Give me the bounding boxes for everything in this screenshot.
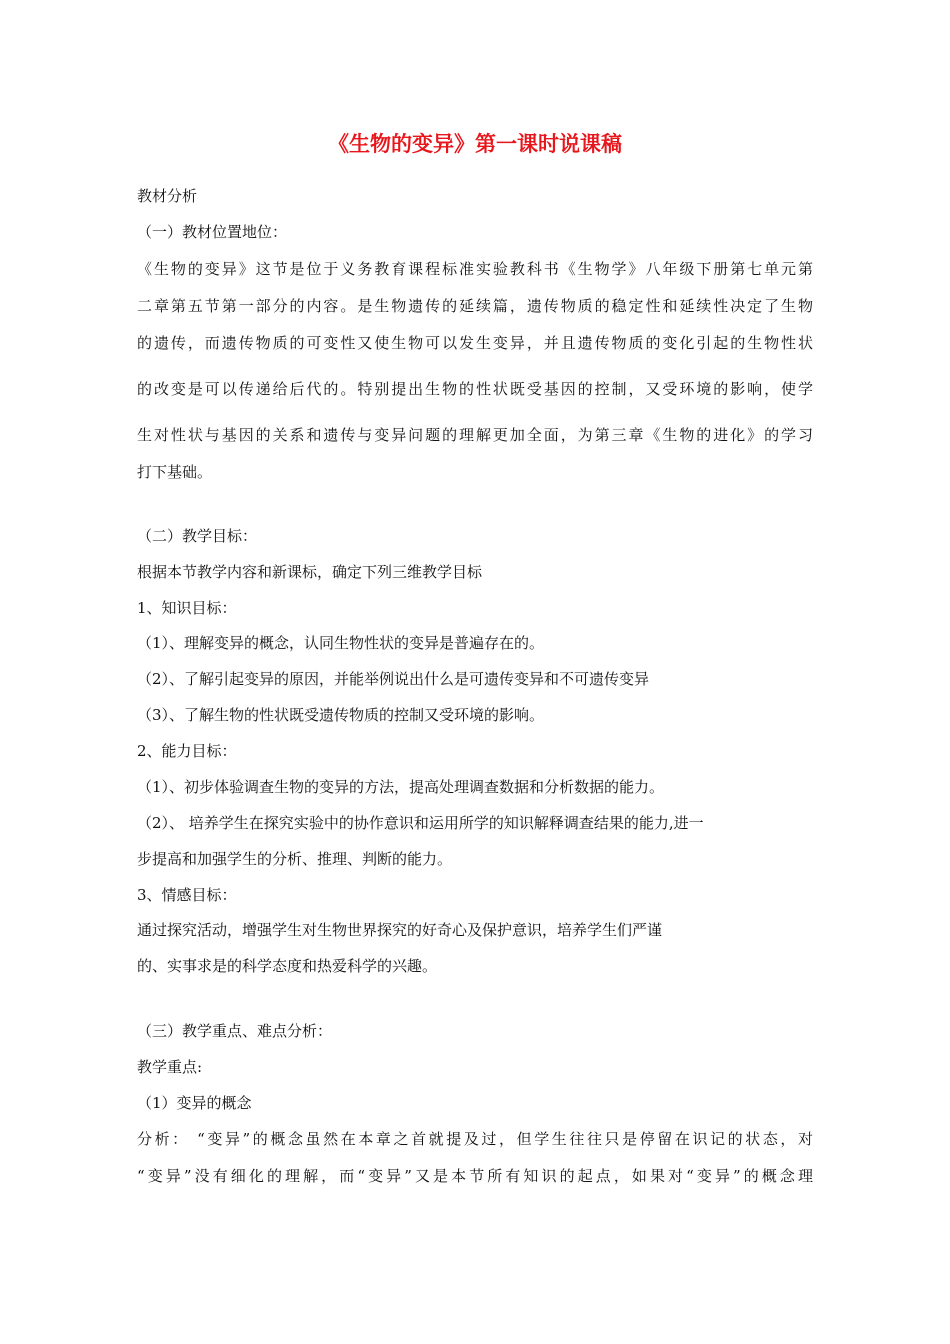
paragraph-line: 的遗传，而遗传物质的可变性又使生物可以发生变异，并且遗传物质的变化引起的生物性状 [137,334,813,352]
subsection-heading: （三）教学重点、难点分析： [137,1022,333,1040]
paragraph-line: 通过探究活动，增强学生对生物世界探究的好奇心及保护意识，培养学生们严谨 [137,921,663,939]
list-item: （1）、理解变异的概念，认同生物性状的变异是普遍存在的。 [137,634,545,652]
subsection-heading: （二）教学目标： [137,527,258,545]
paragraph-line: 《生物的变异》这节是位于义务教育课程标准实验教科书《生物学》八年级下册第七单元第 [137,260,813,278]
paragraph-line: 打下基础。 [137,463,213,481]
objective-heading: 3、情感目标： [137,886,237,904]
list-item: （2）、了解引起变异的原因，并能举例说出什么是可遗传变异和不可遗传变异 [137,670,650,688]
subheading: 教学重点: [137,1058,203,1076]
paragraph-line: 二章第五节第一部分的内容。是生物遗传的延续篇，遗传物质的稳定性和延续性决定了生物 [137,297,813,315]
list-item: （1）变异的概念 [137,1094,252,1112]
section-heading: 教材分析 [137,187,198,205]
objective-heading: 2、能力目标： [137,742,237,760]
paragraph-line: 分析： “变异”的概念虽然在本章之首就提及过，但学生往往只是停留在识记的状态，对 [137,1130,813,1148]
list-item: （2）、 培养学生在探究实验中的协作意识和运用所学的知识解释调查结果的能力,进一 [137,814,704,832]
paragraph-line: 根据本节教学内容和新课标，确定下列三维教学目标 [137,563,483,581]
document-title: 《生物的变异》第一课时说课稿 [328,132,622,156]
paragraph-line: 的、实事求是的科学态度和热爱科学的兴趣。 [137,957,438,975]
subsection-heading: （一）教材位置地位： [137,223,288,241]
list-item: （3）、了解生物的性状既受遗传物质的控制又受环境的影响。 [137,706,545,724]
objective-heading: 1、知识目标： [137,599,237,617]
list-item: （1）、初步体验调查生物的变异的方法，提高处理调查数据和分析数据的能力。 [137,778,665,796]
paragraph-line: 的改变是可以传递给后代的。特别提出生物的性状既受基因的控制，又受环境的影响，使学 [137,380,813,398]
list-item-continuation: 步提高和加强学生的分析、推理、判断的能力。 [137,850,453,868]
paragraph-line: “变异”没有细化的理解，而“变异”又是本节所有知识的起点，如果对“变异”的概念理 [137,1167,813,1185]
paragraph-line: 生对性状与基因的关系和遗传与变异问题的理解更加全面，为第三章《生物的进化》的学习 [137,426,813,444]
